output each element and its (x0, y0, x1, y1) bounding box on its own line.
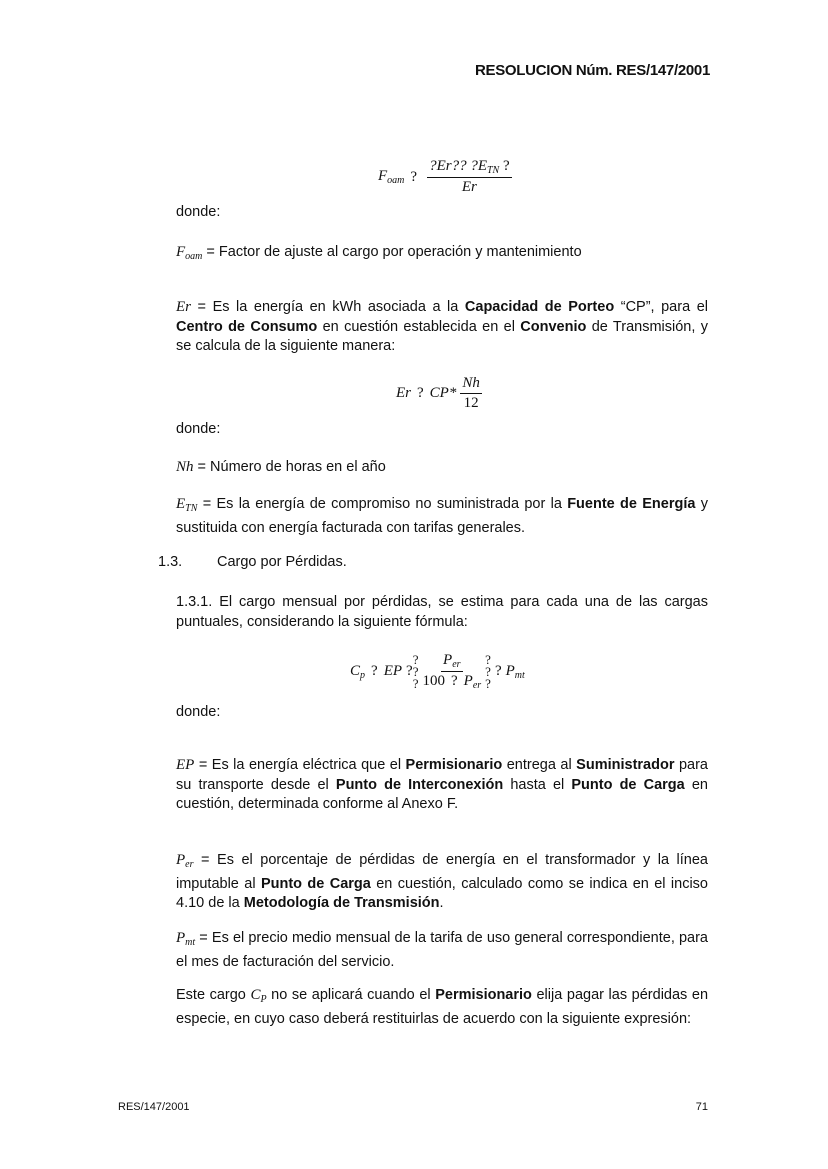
donde-label: donde: (176, 204, 221, 220)
definition-etn: $E_{TN} = Es$ la energía de compromiso no suministrada por la Fuente de Energía y sustituida con energía facturada con tarifas generales. (176, 496, 708, 536)
definition-pmt: $P_{mt} = Es$ el precio medio mensual de la tarifa de uso general correspondiente, para el mes de facturación del servicio. (176, 930, 708, 970)
definition-nh: Nh = Número de horas en el año (176, 459, 386, 475)
definition-er: Er = Es la energía en kWh asociada a la Capacidad de Porteo “CP”, para el Centro de Consumo en cuestión establecida en el Convenio de Transmisión, y se calcula de la siguiente manera: (176, 299, 708, 354)
formula-fraction: $\frac{?Er?? ?E_{TN} ?}{Er}$ (429, 158, 510, 195)
donde-label: donde: (176, 421, 221, 437)
formula-fraction: $\frac{Nh}{12}$ (462, 375, 480, 411)
paragraph-este-cargo: Este cargo $C_P$ no se aplicará cuando el Permisionario elija pagar las pérdidas en especie, en cuyo caso deberá restituirlas de acuerdo con la siguiente expresión: (176, 987, 709, 1027)
formula-lhs: $C_p$ (350, 662, 366, 681)
formula-operator: ? (406, 663, 413, 679)
formula-operator: ? (371, 663, 378, 679)
formula-fraction: $\frac{P_{er}}{100 ? P_{er}}$ (422, 652, 482, 691)
left-bracket: ? ? ? (412, 651, 419, 691)
right-bracket: ? ? ? (485, 651, 491, 691)
formula-term: EP (383, 663, 403, 679)
definition-foam: $F_{oam}$ = Factor de ajuste al cargo por operación y mantenimiento (176, 244, 582, 262)
definition-ep: EP = Es la energía eléctrica que el Permisionario entrega al Suministrador para su transporte desde el Punto de Interconexión hasta el Punto de Carga en cuestión, determinada conforme al Anexo F. (176, 757, 708, 812)
section-title: Cargo por Pérdidas. (217, 554, 347, 570)
page-number: 71 (695, 1101, 708, 1113)
formula-lhs: Er (396, 385, 411, 401)
formula-foam (378, 158, 516, 196)
donde-label: donde: (176, 704, 221, 720)
formula-rhs: $P_{mt}$ (505, 662, 525, 681)
formula-operator: ? (494, 663, 502, 679)
footer-document-id: RES/147/2001 (118, 1101, 190, 1113)
formula-er (396, 375, 486, 412)
document-header: RESOLUCION Núm. RES/147/2001 (474, 62, 710, 79)
formula-operator: ? (417, 385, 424, 401)
formula-cp (350, 652, 525, 691)
definition-per: $P_{er} = Es$ el porcentaje de pérdidas de energía en el transformador y la línea imputable al Punto de Carga en cuestión, calculado como se indica en el inciso 4.10 de la Metodología de Transmisión. (176, 852, 708, 911)
paragraph-1-3-1: 1.3.1. El cargo mensual por pérdidas, se estima para cada una de las cargas puntuales, considerando la siguiente fórmula: (176, 594, 708, 630)
formula-term: CP* (429, 385, 457, 401)
section-number: 1.3. (158, 554, 183, 570)
formula-lhs: $F_{oam}$ (378, 168, 405, 186)
formula-operator: ? (410, 168, 418, 185)
